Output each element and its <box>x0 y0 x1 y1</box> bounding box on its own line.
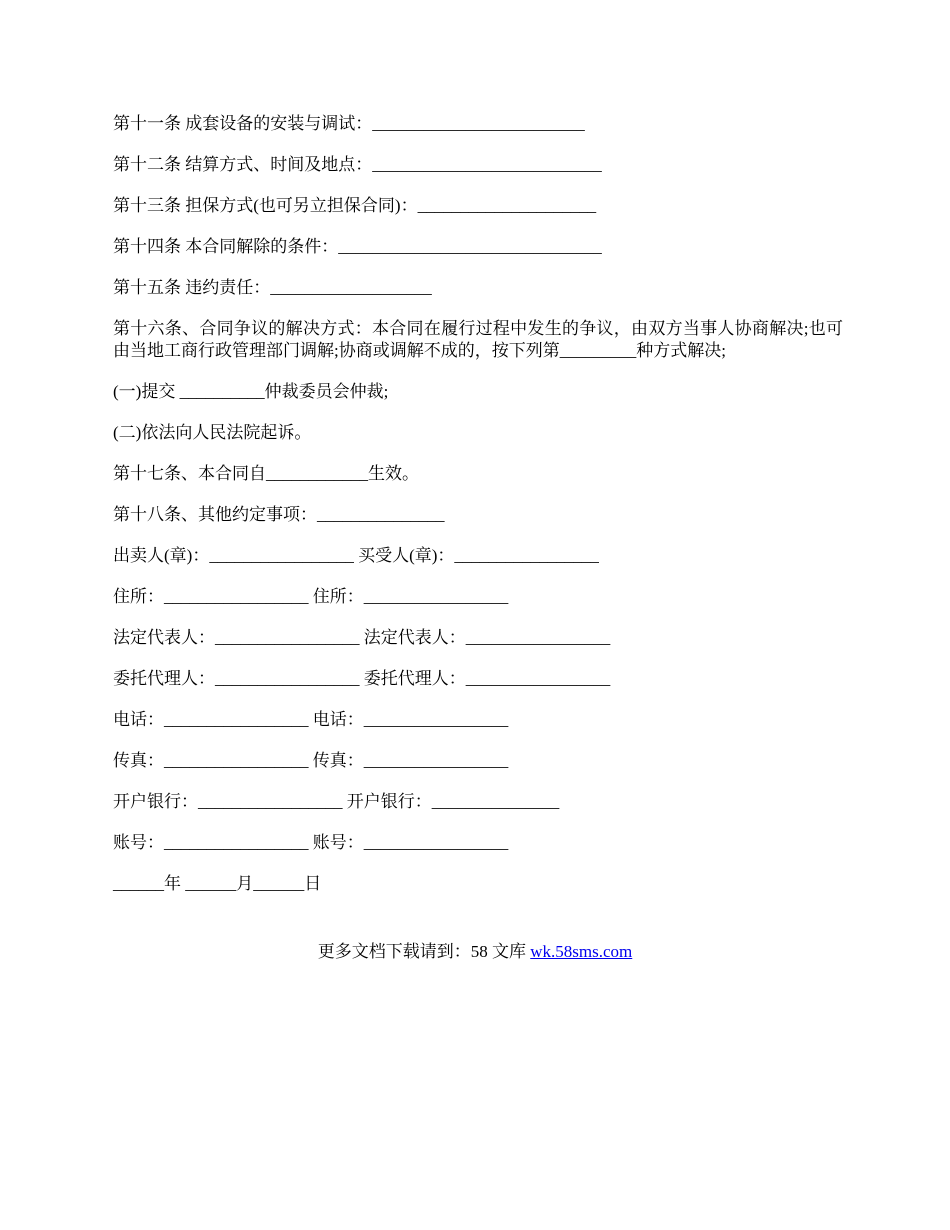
signature-phone-row: 电话：_________________ 电话：_________________ <box>113 710 509 729</box>
date-line: ______年 ______月______日 <box>113 874 322 893</box>
article-16: 第十六条、合同争议的解决方式：本合同在履行过程中发生的争议，由双方当事人协商解决;也可由当地工商行政管理部门调解;协商或调解不成的，按下列第_________种方式解决; <box>113 319 843 360</box>
signature-bank-row: 开户银行：_________________ 开户银行：_______________ <box>113 792 560 811</box>
signature-legal-rep-row: 法定代表人：_________________ 法定代表人：_________________ <box>113 628 611 647</box>
article-12: 第十二条 结算方式、时间及地点：___________________________ <box>113 155 602 174</box>
signature-seal-row: 出卖人(章)：_________________ 买受人(章)：_________________ <box>113 546 599 565</box>
article-13: 第十三条 担保方式(也可另立担保合同)：_____________________ <box>113 196 597 215</box>
signature-agent-row: 委托代理人：_________________ 委托代理人：_________________ <box>113 669 611 688</box>
signature-account-row: 账号：_________________ 账号：_________________ <box>113 833 509 852</box>
footer-text: 更多文档下载请到：58 文库 <box>317 942 531 961</box>
signature-address-row: 住所：_________________ 住所：_________________ <box>113 587 509 606</box>
article-18: 第十八条、其他约定事项：_______________ <box>113 505 445 524</box>
contract-body <box>113 113 843 914</box>
footer-link[interactable]: wk.58sms.com <box>530 942 633 961</box>
dispute-option-1: (一)提交 __________仲裁委员会仲裁; <box>113 382 389 401</box>
signature-fax-row: 传真：_________________ 传真：_________________ <box>113 751 509 770</box>
article-17: 第十七条、本合同自____________生效。 <box>113 464 419 483</box>
footer <box>0 941 950 963</box>
dispute-option-2: (二)依法向人民法院起诉。 <box>113 423 312 442</box>
article-14: 第十四条 本合同解除的条件：_______________________________ <box>113 237 602 256</box>
article-11: 第十一条 成套设备的安装与调试：_________________________ <box>113 114 585 133</box>
article-15: 第十五条 违约责任：___________________ <box>113 278 432 297</box>
